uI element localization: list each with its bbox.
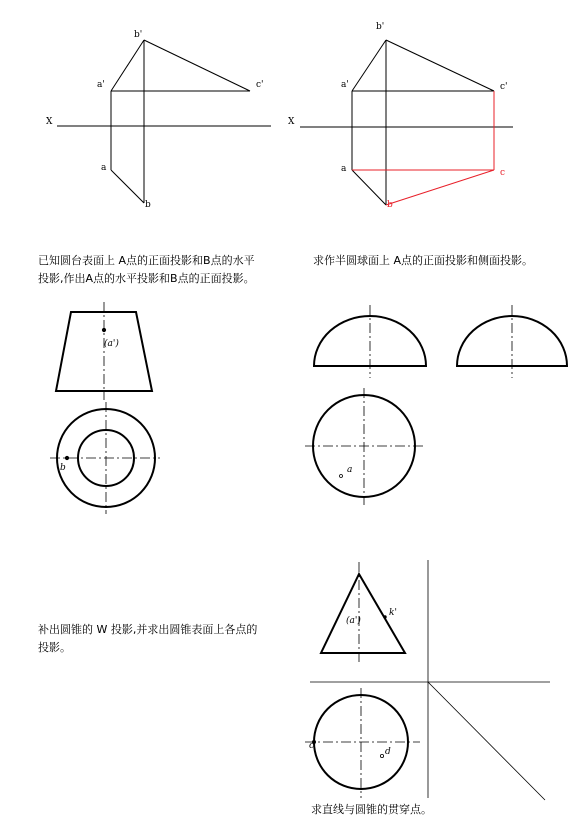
red-top-line-b-c bbox=[386, 170, 494, 205]
figure-3-frustum bbox=[50, 302, 160, 514]
label-b: b bbox=[60, 463, 66, 473]
problem-3-caption-line-1: 补出圆锥的 W 投影,并求出圆锥表面上各点的 bbox=[38, 623, 258, 636]
figure-4-hemisphere bbox=[305, 305, 567, 505]
label-b-prime: b' bbox=[376, 22, 385, 32]
problem-4-caption: 求直线与圆锥的贯穿点。 bbox=[311, 803, 432, 816]
problem-2-caption: 求作半圆球面上 A点的正面投影和侧面投影。 bbox=[313, 254, 534, 267]
label-a-prime-paren: (a') bbox=[346, 616, 361, 626]
label-a-prime-paren: (a') bbox=[104, 339, 119, 349]
point-k-prime bbox=[384, 616, 386, 618]
label-x-axis: X bbox=[46, 117, 53, 127]
top-line-a-b bbox=[111, 170, 144, 203]
label-c-prime: c' bbox=[256, 80, 264, 90]
problem-1-caption-line-2: 投影,作出A点的水平投影和B点的正面投影。 bbox=[38, 272, 255, 285]
label-k-prime: k' bbox=[389, 608, 397, 618]
top-line-a-b bbox=[352, 170, 386, 205]
figure-2-labels bbox=[288, 22, 508, 210]
point-d bbox=[380, 754, 383, 757]
problem-1-caption-line-1: 已知圆台表面上 A点的正面投影和B点的水平 bbox=[38, 254, 255, 267]
label-a-prime: a' bbox=[97, 80, 105, 90]
figure-2-projection bbox=[300, 40, 513, 205]
label-c-red: c bbox=[500, 168, 506, 178]
label-c-prime: c' bbox=[500, 82, 508, 92]
label-a: a bbox=[101, 163, 107, 173]
figure-5-labels bbox=[309, 608, 397, 757]
front-line-b-c bbox=[386, 40, 494, 91]
figure-4-labels bbox=[347, 465, 352, 475]
point-b bbox=[65, 456, 68, 459]
front-line-a-b bbox=[111, 40, 144, 91]
label-b-red: b bbox=[387, 200, 393, 210]
figure-3-labels bbox=[60, 338, 119, 473]
label-a: a bbox=[341, 164, 347, 174]
label-a: a bbox=[347, 465, 353, 475]
figure-1-projection bbox=[57, 40, 271, 203]
problem-3-caption-line-2: 投影。 bbox=[38, 641, 71, 654]
front-line-b-c bbox=[144, 40, 250, 91]
front-line-a-b bbox=[352, 40, 386, 91]
figure-2-solution-lines bbox=[352, 91, 494, 205]
point-a bbox=[340, 475, 343, 478]
label-b: b bbox=[145, 200, 151, 210]
label-x-axis: X bbox=[288, 117, 295, 127]
label-c: c bbox=[309, 741, 315, 751]
diagonal-45-line bbox=[428, 682, 545, 800]
label-a-prime: a' bbox=[341, 80, 349, 90]
point-a-prime bbox=[102, 328, 105, 331]
label-b-prime: b' bbox=[134, 30, 143, 40]
figure-1-labels bbox=[46, 30, 264, 210]
label-d: d bbox=[385, 747, 391, 757]
figure-5-cone bbox=[305, 560, 550, 800]
